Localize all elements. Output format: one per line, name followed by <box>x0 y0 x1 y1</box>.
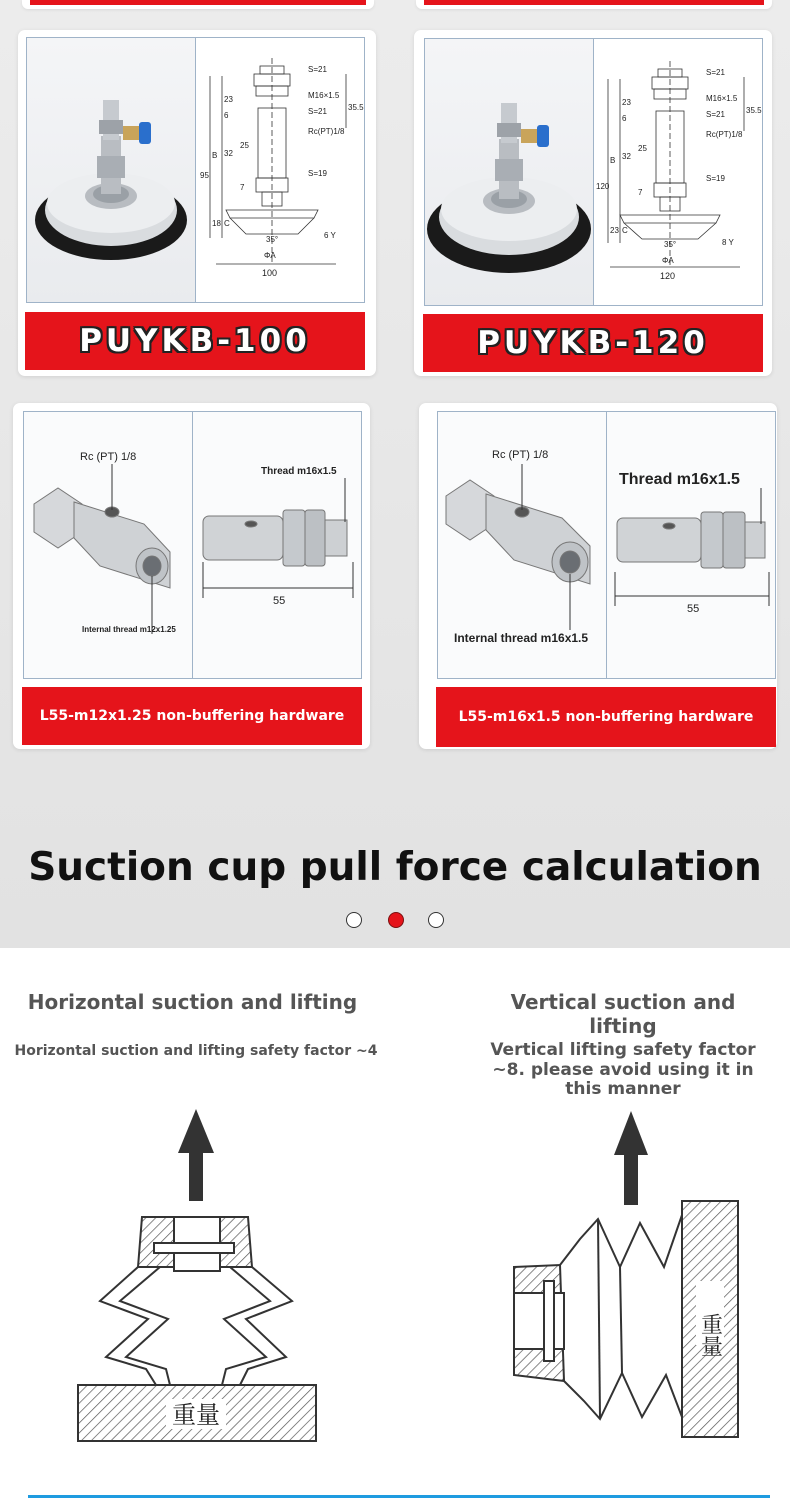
carousel-dots <box>0 912 790 928</box>
weight-label: 重量 <box>697 1313 723 1357</box>
dim-18: 18 <box>212 219 221 228</box>
hardware-banner <box>436 687 776 747</box>
length-label: 55 <box>687 603 700 615</box>
model-panel <box>424 38 763 306</box>
model-banner <box>25 312 365 370</box>
suction-cup-icon <box>27 38 195 302</box>
section-divider <box>28 1495 770 1498</box>
dimension-drawing <box>594 39 762 305</box>
port-label: Rc (PT) 1/8 <box>492 449 549 461</box>
dimension-drawing-svg <box>196 38 364 302</box>
dimension-drawing-svg <box>594 39 762 305</box>
internal-thread-label: Internal thread m16x1.5 <box>454 631 589 645</box>
dim-c: C <box>224 219 230 228</box>
dim-s-low: S=19 <box>706 174 725 183</box>
hardware-label: L55-m12x1.25 non-buffering hardware <box>39 708 345 724</box>
hardware-photo-angled <box>24 412 193 678</box>
dim-32: 32 <box>622 152 631 161</box>
hardware-photo-side <box>607 412 775 678</box>
dim-6y: 6 Y <box>324 231 336 240</box>
weight-label: 重量 <box>172 1401 220 1429</box>
dim-phi-a: ΦA <box>264 251 276 260</box>
dim-phi-a: ΦA <box>662 256 674 265</box>
horizontal-subtitle: Horizontal suction and lifting safety factor ~4 <box>14 1043 378 1059</box>
hardware-photo-angled <box>438 412 607 678</box>
dim-35-5: 35.5 <box>348 103 364 112</box>
dim-angle: 35° <box>664 240 677 249</box>
carousel-dot-1[interactable] <box>346 912 362 928</box>
model-card-puykb-100 <box>18 30 376 376</box>
carousel-dot-3[interactable] <box>428 912 444 928</box>
dim-thread: M16×1.5 <box>706 94 738 103</box>
dim-b: B <box>212 151 218 160</box>
hardware-panel <box>23 411 362 679</box>
dim-s-top: S=21 <box>308 65 327 74</box>
dim-23-low: 23 <box>610 226 619 235</box>
dim-port: Rc(PT)1/8 <box>308 127 345 136</box>
dim-b: B <box>610 156 616 165</box>
suction-cup-photo <box>27 38 196 302</box>
internal-thread-label: Internal thread m12x1.25 <box>82 625 176 634</box>
thread-label: Thread m16x1.5 <box>619 471 740 488</box>
dim-6: 6 <box>622 114 627 123</box>
dim-95: 95 <box>200 171 209 180</box>
dimension-drawing <box>196 38 364 302</box>
dim-6: 6 <box>224 111 229 120</box>
suction-cup-photo <box>425 39 594 305</box>
model-banner <box>423 314 763 372</box>
dim-7: 7 <box>638 188 643 197</box>
dim-thread: M16×1.5 <box>308 91 340 100</box>
dim-s-top: S=21 <box>706 68 725 77</box>
dim-width: 100 <box>262 268 278 278</box>
hardware-card-m12 <box>13 403 370 749</box>
dim-port: Rc(PT)1/8 <box>706 130 743 139</box>
dim-8y: 8 Y <box>722 238 734 247</box>
up-arrow-icon <box>178 1109 214 1201</box>
fitting-side-icon <box>607 412 775 678</box>
suction-cup-icon <box>425 39 593 305</box>
vertical-lift-diagram <box>500 1105 760 1445</box>
thread-label: Thread m16x1.5 <box>261 466 337 477</box>
previous-card-right-edge <box>416 0 772 9</box>
length-label: 55 <box>273 595 286 607</box>
fitting-angled-icon <box>438 412 606 678</box>
dim-25: 25 <box>638 144 647 153</box>
fitting-angled-icon <box>24 412 192 678</box>
dim-23: 23 <box>622 98 631 107</box>
model-card-puykb-120 <box>414 30 772 376</box>
dim-32: 32 <box>224 149 233 158</box>
dim-s-mid: S=21 <box>706 110 725 119</box>
dim-s-low: S=19 <box>308 169 327 178</box>
dim-width: 120 <box>660 271 676 281</box>
vertical-subtitle: Vertical lifting safety factor ~8. please avoid using it in this manner <box>490 1040 756 1100</box>
dim-angle: 35° <box>266 235 279 244</box>
hardware-label: L55-m16x1.5 non-buffering hardware <box>458 709 754 725</box>
dim-s-mid: S=21 <box>308 107 327 116</box>
hardware-banner <box>22 687 362 745</box>
hardware-photo-side <box>193 412 361 678</box>
section-title: Suction cup pull force calculation <box>28 845 762 890</box>
dim-25: 25 <box>240 141 249 150</box>
previous-card-left-edge <box>22 0 374 9</box>
horizontal-title: Horizontal suction and lifting <box>27 990 358 1014</box>
dim-c: C <box>622 226 628 235</box>
dim-23: 23 <box>224 95 233 104</box>
vertical-title: Vertical suction and lifting <box>510 990 736 1038</box>
model-label: PUYKB-120 <box>477 325 709 361</box>
dim-35-5: 35.5 <box>746 106 762 115</box>
fitting-side-icon <box>193 412 361 678</box>
dim-7: 7 <box>240 183 245 192</box>
horizontal-lift-diagram <box>70 1105 370 1455</box>
hardware-card-m16 <box>419 403 777 749</box>
carousel-dot-2-active[interactable] <box>388 912 404 928</box>
model-label: PUYKB-100 <box>79 323 311 359</box>
model-panel <box>26 37 365 303</box>
hardware-panel <box>437 411 776 679</box>
port-label: Rc (PT) 1/8 <box>80 451 137 463</box>
up-arrow-icon <box>614 1111 648 1205</box>
dim-120: 120 <box>596 182 610 191</box>
